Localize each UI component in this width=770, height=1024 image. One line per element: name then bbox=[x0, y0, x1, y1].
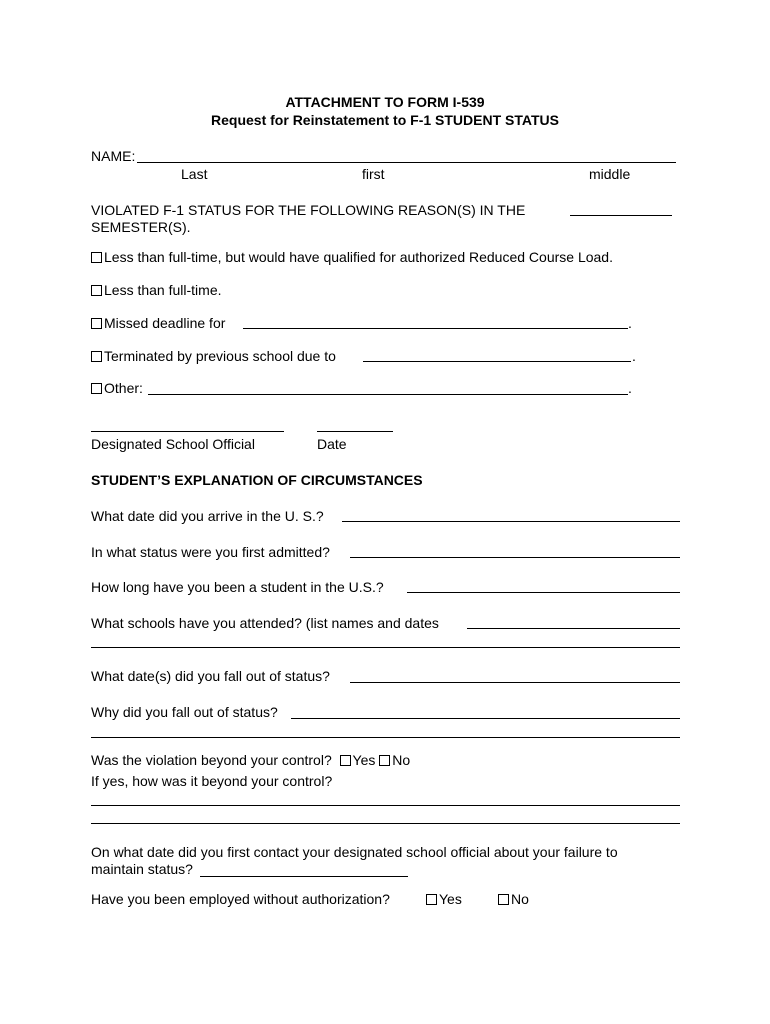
beyond-control-yes-checkbox[interactable] bbox=[340, 755, 351, 766]
schools-attended-field[interactable] bbox=[467, 628, 680, 629]
name-label: NAME: bbox=[91, 148, 136, 164]
official-signature-field[interactable] bbox=[91, 431, 284, 432]
name-middle-label: middle bbox=[589, 166, 631, 182]
employed-no-checkbox[interactable] bbox=[498, 894, 509, 905]
first-contact-date-field[interactable] bbox=[200, 876, 408, 877]
missed-deadline-field[interactable] bbox=[243, 328, 628, 329]
yes-label: Yes bbox=[352, 752, 376, 768]
question-schools-attended: What schools have you attended? (list names and dates bbox=[91, 615, 439, 631]
checkbox[interactable] bbox=[91, 252, 102, 263]
question-fall-out-date: What date(s) did you fall out of status? bbox=[91, 668, 330, 684]
checkbox[interactable] bbox=[91, 351, 102, 362]
option-label: Terminated by previous school due to bbox=[104, 348, 336, 364]
official-date-field[interactable] bbox=[317, 431, 393, 432]
option-other[interactable] bbox=[91, 380, 143, 396]
option-label: Missed deadline for bbox=[104, 315, 226, 331]
form-subtitle: Request for Reinstatement to F-1 STUDENT STATUS bbox=[211, 112, 559, 128]
question-beyond-control bbox=[91, 752, 410, 768]
form-title: ATTACHMENT TO FORM I-539 bbox=[285, 94, 485, 110]
checkbox[interactable] bbox=[91, 383, 102, 394]
violation-intro: VIOLATED F-1 STATUS FOR THE FOLLOWING REASON(S) IN THE bbox=[91, 202, 526, 218]
question-student-duration: How long have you been a student in the U.S.? bbox=[91, 579, 384, 595]
terminated-reason-field[interactable] bbox=[363, 361, 631, 362]
option-terminated[interactable] bbox=[91, 348, 336, 364]
employed-yes-option[interactable] bbox=[426, 891, 462, 907]
question-beyond-control-followup: If yes, how was it beyond your control? bbox=[91, 773, 333, 789]
option-missed-deadline[interactable] bbox=[91, 315, 225, 331]
explanation-heading: STUDENT’S EXPLANATION OF CIRCUMSTANCES bbox=[91, 472, 423, 488]
question-text: Was the violation beyond your control? bbox=[91, 752, 332, 768]
official-label: Designated School Official bbox=[91, 436, 255, 452]
no-label: No bbox=[392, 752, 411, 768]
semester-field[interactable] bbox=[570, 215, 672, 216]
arrival-date-field[interactable] bbox=[342, 521, 680, 522]
no-label: No bbox=[511, 891, 529, 907]
fall-out-date-field[interactable] bbox=[350, 682, 680, 683]
violation-intro-cont: SEMESTER(S). bbox=[91, 219, 191, 235]
question-first-contact: On what date did you first contact your designated school official about your failure to bbox=[91, 844, 618, 860]
date-label: Date bbox=[317, 436, 347, 452]
question-employed: Have you been employed without authorization? bbox=[91, 891, 390, 907]
beyond-control-field-2[interactable] bbox=[91, 823, 680, 824]
question-fall-out-reason: Why did you fall out of status? bbox=[91, 704, 278, 720]
yes-label: Yes bbox=[439, 891, 462, 907]
beyond-control-no-checkbox[interactable] bbox=[379, 755, 390, 766]
name-last-label: Last bbox=[181, 166, 208, 182]
other-reason-field[interactable] bbox=[148, 394, 628, 395]
schools-attended-field-2[interactable] bbox=[91, 647, 680, 648]
option-less-than-full-time[interactable] bbox=[91, 282, 222, 298]
question-first-status: In what status were you first admitted? bbox=[91, 544, 330, 560]
checkbox[interactable] bbox=[91, 285, 102, 296]
first-status-field[interactable] bbox=[350, 557, 680, 558]
name-first-label: first bbox=[362, 166, 385, 182]
student-duration-field[interactable] bbox=[407, 592, 680, 593]
option-label: Less than full-time. bbox=[104, 282, 222, 298]
fall-out-reason-field[interactable] bbox=[291, 718, 680, 719]
employed-no-option[interactable] bbox=[498, 891, 529, 907]
checkbox[interactable] bbox=[91, 318, 102, 329]
question-first-contact-cont: maintain status? bbox=[91, 861, 193, 877]
fall-out-reason-field-2[interactable] bbox=[91, 737, 680, 738]
name-field[interactable] bbox=[137, 162, 676, 163]
question-arrival-date: What date did you arrive in the U. S.? bbox=[91, 508, 324, 524]
option-label: Less than full-time, but would have qualified for authorized Reduced Course Load. bbox=[104, 249, 613, 265]
option-label: Other: bbox=[104, 380, 143, 396]
option-reduced-course-load[interactable] bbox=[91, 249, 613, 265]
employed-yes-checkbox[interactable] bbox=[426, 894, 437, 905]
beyond-control-field[interactable] bbox=[91, 805, 680, 806]
